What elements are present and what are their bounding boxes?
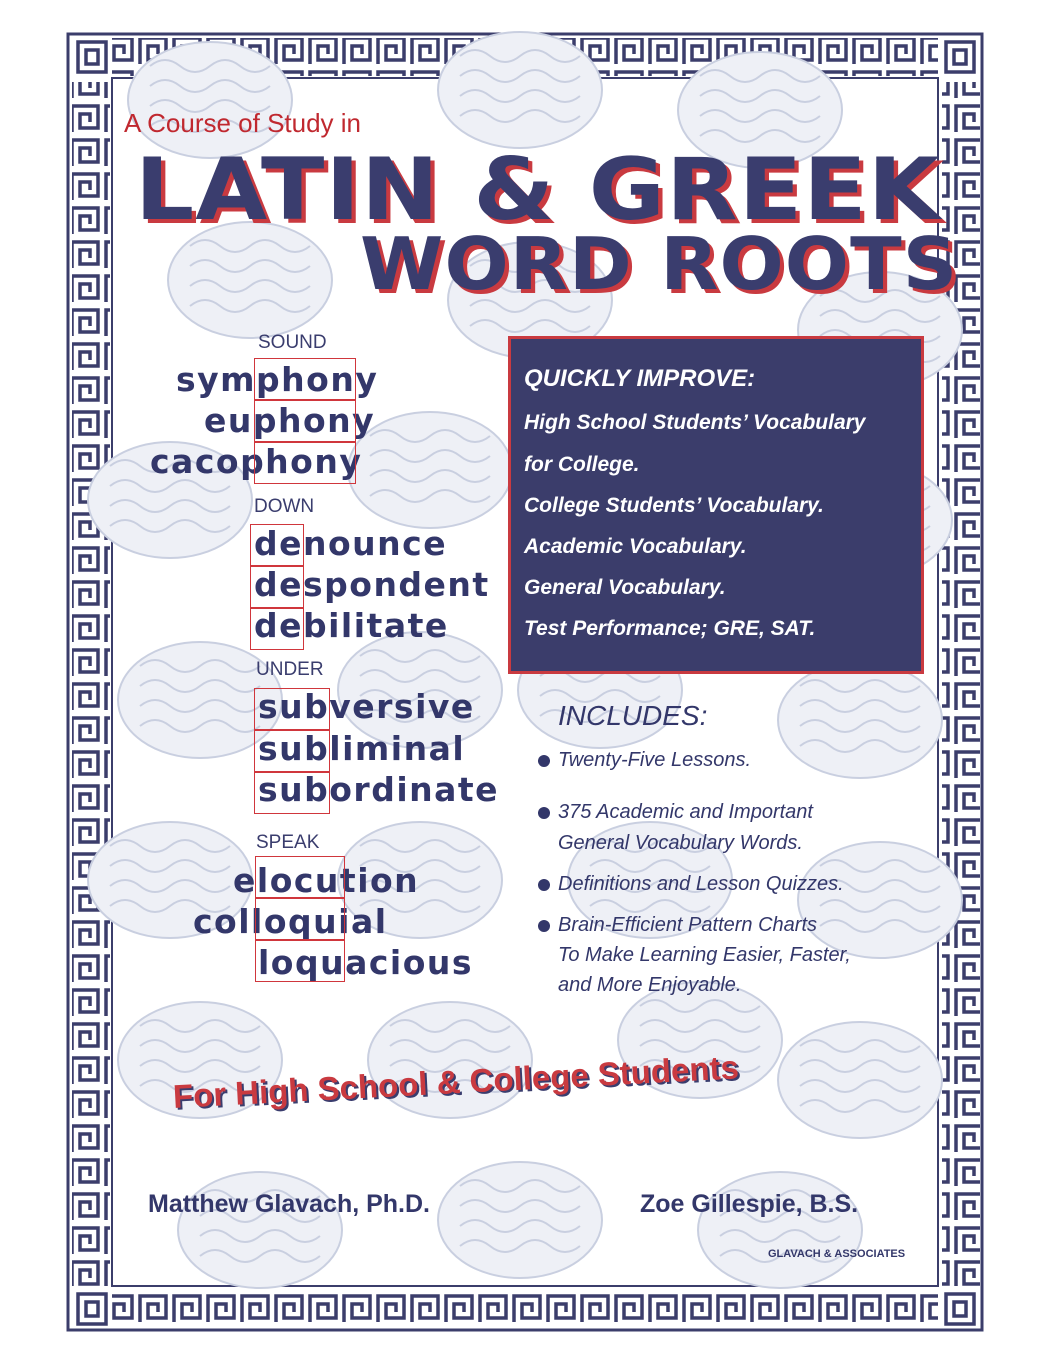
improve-line: Academic Vocabulary. [524,535,747,558]
improve-line: General Vocabulary. [524,576,726,599]
audience-tagline: For High School & College Students [172,1048,740,1115]
word-symphony: symphony [176,360,379,399]
brain-icon [778,662,942,778]
publisher: GLAVACH & ASSOCIATES [768,1248,906,1260]
title-line-2: WORD ROOTS [360,222,959,306]
bullet-icon [538,755,550,767]
root-highlight-box [250,566,304,608]
root-highlight-box [250,524,304,566]
improve-heading: QUICKLY IMPROVE: [524,365,756,392]
root-highlight-box [254,688,330,730]
brain-icon [778,1022,942,1138]
brain-icon [438,32,602,148]
word-colloquial: colloquial [193,902,388,941]
word-debilitate: debilitate [254,606,449,645]
category-speak: SPEAK [256,832,320,853]
improve-line: Test Performance; GRE, SAT. [524,617,816,640]
root-highlight-box [250,608,304,650]
word-subordinate: subordinate [258,770,500,809]
word-cacophony: cacophony [150,442,363,481]
include-item: Definitions and Lesson Quizzes. [558,873,844,895]
root-highlight-box [254,730,330,772]
root-highlight-box [254,358,356,400]
bullet-icon [538,807,550,819]
brain-icon [438,1162,602,1278]
improve-line: High School Students’ Vocabulary [524,411,866,434]
root-highlight-box [254,400,356,442]
author-2: Zoe Gillespie, B.S. [640,1190,859,1218]
category-sound: SOUND [258,332,327,353]
word-denounce: denounce [254,524,448,563]
improve-line: College Students’ Vocabulary. [524,494,824,517]
include-item: General Vocabulary Words. [558,832,803,854]
word-subversive: subversive [258,687,475,726]
include-item: Brain-Efficient Pattern Charts [558,914,817,936]
include-item: and More Enjoyable. [558,974,742,996]
root-highlight-box [255,940,345,982]
category-down: DOWN [254,496,315,517]
root-highlight-box [254,442,356,484]
include-item: To Make Learning Easier, Faster, [558,944,851,966]
includes-heading: INCLUDES: [558,700,708,731]
title-line-1: LATIN & GREEK [135,140,941,240]
improve-panel [508,336,924,674]
bullet-icon [538,920,550,932]
include-item: 375 Academic and Important [558,801,813,823]
word-loquacious: loquacious [258,943,474,982]
improve-line: for College. [524,453,640,476]
word-euphony: euphony [204,401,376,440]
word-despondent: despondent [254,565,490,604]
root-highlight-box [255,898,345,940]
root-highlight-box [254,772,330,814]
include-item: Twenty-Five Lessons. [558,749,752,771]
category-under: UNDER [256,659,324,680]
course-subtitle: A Course of Study in [124,108,362,138]
author-1: Matthew Glavach, Ph.D. [148,1190,431,1218]
word-elocution: elocution [233,861,420,900]
root-highlight-box [255,856,345,898]
bullet-icon [538,879,550,891]
word-subliminal: subliminal [258,729,466,768]
